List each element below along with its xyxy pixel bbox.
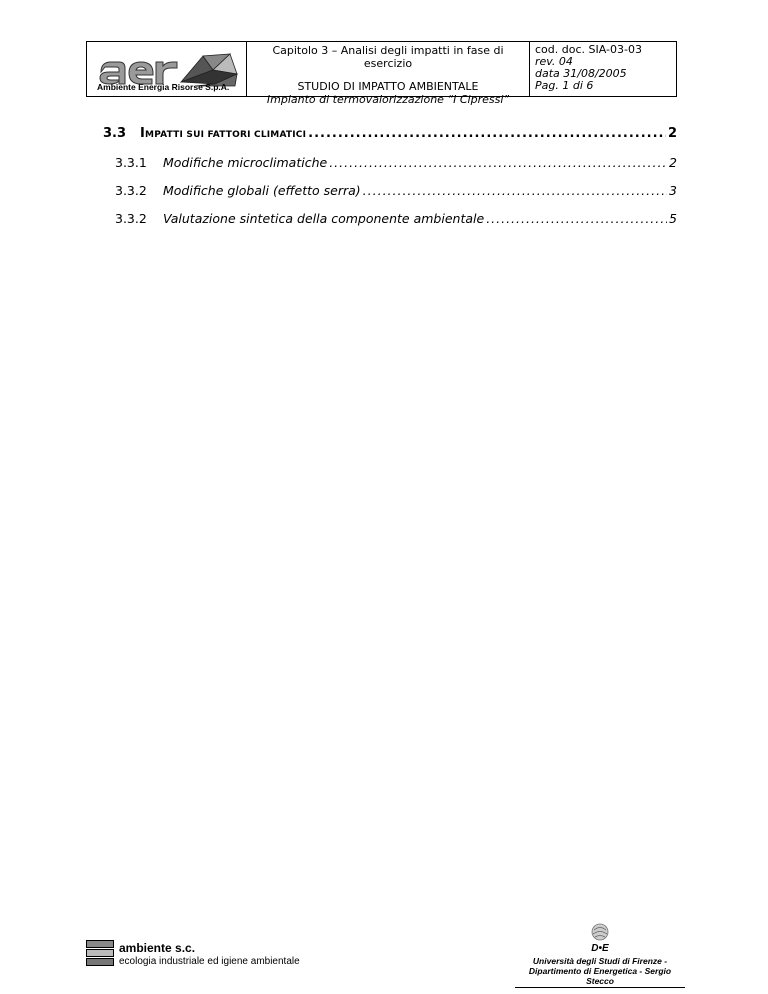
toc-entry-3-3-2[interactable]	[115, 183, 677, 198]
plant-title: Impianto di termovalorizzazione “I Cipressi”	[266, 93, 510, 106]
study-title: STUDIO DI IMPATTO AMBIENTALE	[297, 80, 479, 93]
toc-page: 3	[669, 183, 677, 198]
page-header	[86, 41, 677, 106]
toc-page: 2	[667, 126, 677, 141]
aer-logo-cell	[87, 42, 247, 96]
department-line: Dipartimento di Energetica - Sergio Stecco	[515, 966, 685, 988]
toc-entry-3-3-2b[interactable]	[115, 211, 677, 226]
footer-university-logo	[515, 922, 685, 986]
doc-code: cod. doc. SIA-03-03	[535, 43, 642, 56]
toc-number: 3.3.2	[115, 211, 147, 226]
doc-date: data 31/08/2005	[535, 67, 627, 80]
toc-leader	[486, 211, 667, 226]
toc-title: Valutazione sintetica della componente ambientale	[163, 211, 485, 226]
toc-page: 2	[669, 155, 677, 170]
toc-leader	[308, 126, 666, 141]
doc-revision: rev. 04	[535, 55, 573, 68]
ambiente-bars-icon	[86, 940, 114, 968]
header-title-cell	[247, 42, 530, 106]
toc-entry-3-3-1[interactable]	[115, 155, 677, 170]
chapter-title: Capitolo 3 – Analisi degli impatti in fase di esercizio	[272, 44, 504, 70]
toc-title: Modifiche globali (effetto serra)	[163, 183, 361, 198]
ambiente-subtitle: ecologia industriale ed igiene ambientale	[119, 956, 300, 967]
toc-leader	[363, 183, 667, 198]
toc-number: 3.3.1	[115, 155, 147, 170]
toc-title: Modifiche microclimatiche	[163, 155, 328, 170]
ambiente-name: ambiente s.c.	[119, 941, 196, 955]
page-number: Pag. 1 di 6	[535, 79, 594, 92]
header-doc-info	[530, 42, 676, 96]
toc-entry-3-3[interactable]	[103, 126, 677, 141]
toc-leader	[329, 155, 667, 170]
university-line: Università degli Studi di Firenze -	[532, 956, 668, 966]
svg-text:D•E: D•E	[591, 943, 609, 954]
aer-logo-caption: Ambiente Energia Risorse S.p.A.	[97, 82, 230, 92]
toc-number: 3.3.2	[115, 183, 147, 198]
toc-page: 5	[669, 211, 677, 226]
toc-title: IMPATTI SUI FATTORI CLIMATICI	[140, 126, 307, 141]
toc-number: 3.3	[103, 126, 127, 141]
footer-ambiente-logo	[86, 940, 316, 970]
de-logo-icon	[585, 922, 615, 954]
